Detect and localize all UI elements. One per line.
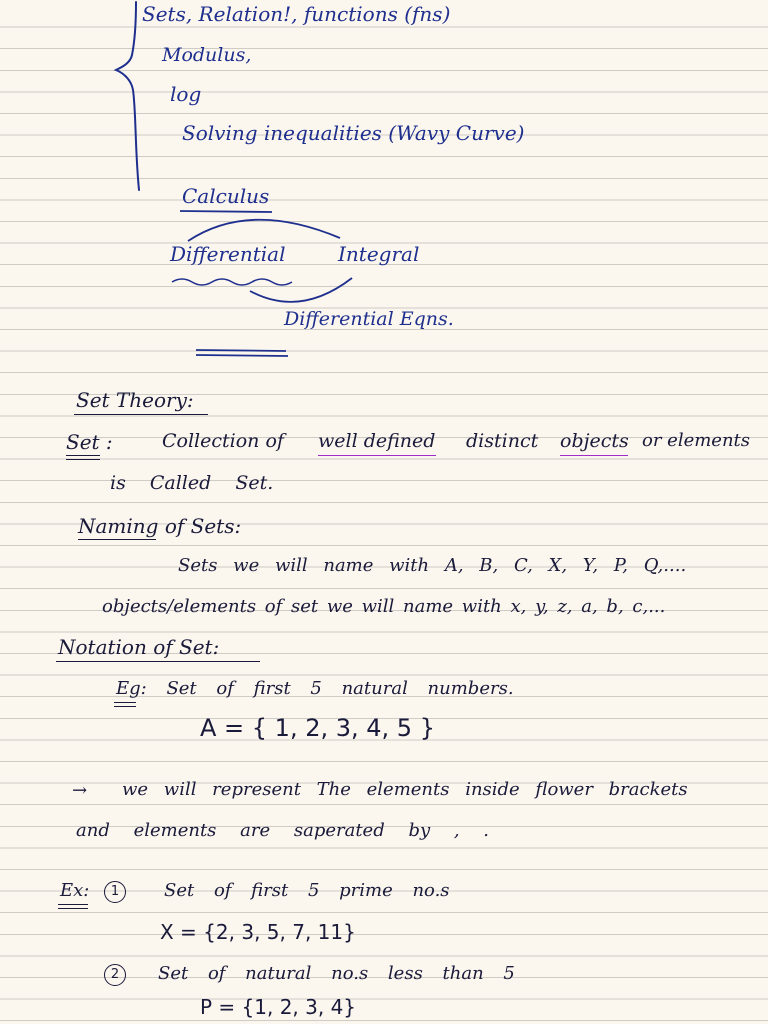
differential-equations-label: Differential Eqns. [284,308,454,330]
set-definition-well-defined: well defined [318,430,436,452]
overview-line-log: log [170,82,202,106]
set-definition-objects: objects [560,430,629,452]
well-defined-highlight [318,455,436,456]
example-2-number-badge: 2 [104,964,126,986]
notation-example-underline [114,702,136,703]
set-label-underline [66,455,100,456]
rule-line2: and elements are saperated by , . [76,820,490,841]
example-1-number-badge: 1 [104,881,126,903]
naming-heading-underline [78,539,156,540]
examples-label: Ex: [60,880,90,901]
set-label: Set : [66,430,113,454]
example-1-text: Set of first 5 prime no.s [164,880,450,901]
differential-label: Differential [170,242,286,266]
rule-line1: we will represent The elements inside flower brackets [122,779,688,800]
set-definition-distinct: distinct [466,430,539,452]
set-theory-heading: Set Theory: [76,388,194,412]
examples-label-underline [58,904,88,905]
examples-label-double-underline [58,908,88,909]
section-divider-2 [196,355,288,356]
notation-heading-underline [56,661,260,662]
section-divider-1 [196,350,286,351]
example-2-set: P = {1, 2, 3, 4} [200,995,357,1019]
set-definition-line2: is Called Set. [110,472,274,494]
integral-label: Integral [338,242,420,266]
overview-line-modulus: Modulus, [162,44,252,66]
calculus-underline [180,211,272,212]
notation-example-double-underline [114,706,136,707]
differential-integral-link-arc [250,278,352,302]
example-1-set: X = {2, 3, 5, 7, 11} [160,920,356,944]
naming-line1: Sets we will name with A, B, C, X, Y, P, Q,.... [178,555,687,576]
naming-heading: Naming of Sets: [78,514,242,538]
set-a-notation: A = { 1, 2, 3, 4, 5 } [200,714,435,742]
calculus-branch-arc [188,220,340,241]
objects-highlight [560,455,628,456]
notation-example: Eg: Set of first 5 natural numbers. [116,678,514,699]
notation-heading: Notation of Set: [58,635,220,659]
rule-arrow: → [72,780,88,801]
naming-line2: objects/elements of set we will name with x, y, z, a, b, c,... [102,596,666,617]
differential-wavy-underline [172,279,292,285]
overview-line-inequalities: Solving inequalities (Wavy Curve) [182,121,525,145]
calculus-label: Calculus [182,184,270,208]
overview-line-sets: Sets, Relation!, functions (fns) [142,2,451,26]
example-2-text: Set of natural no.s less than 5 [158,963,515,984]
set-theory-heading-underline [74,414,208,415]
set-definition-part1: Collection of [162,430,284,452]
set-label-double-underline [66,459,100,460]
set-definition-or-elements: or elements [642,430,751,451]
